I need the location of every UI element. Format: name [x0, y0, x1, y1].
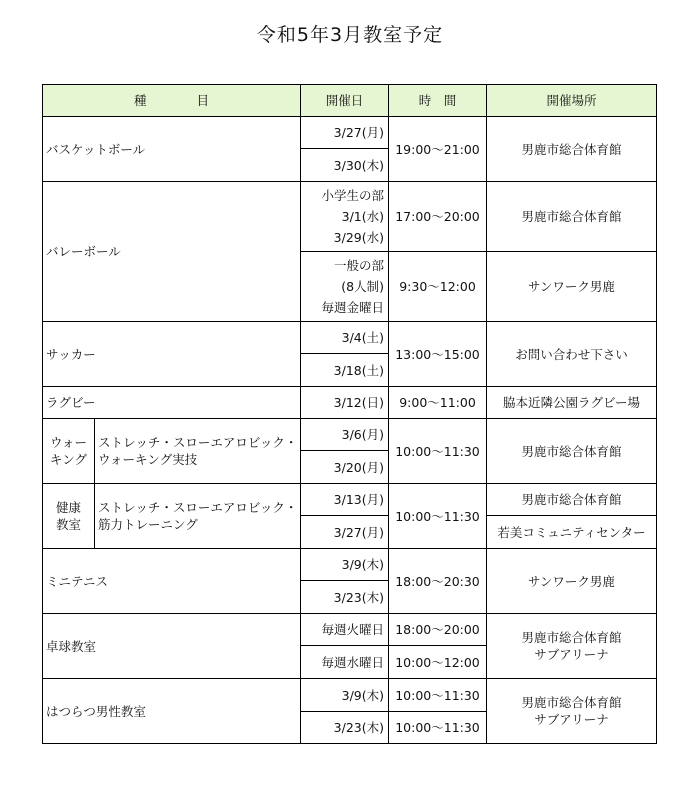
- time-cell: 19:00～21:00: [389, 117, 487, 182]
- place-cell: 男鹿市総合体育館 サブアリーナ: [487, 679, 657, 744]
- table-row: [43, 679, 657, 712]
- date-cell: 3/23(木): [301, 581, 389, 614]
- header-time: 時 間: [389, 85, 487, 117]
- place-cell: 男鹿市総合体育館: [487, 117, 657, 182]
- type-minitennis: ミニテニス: [43, 549, 301, 614]
- header-date: 開催日: [301, 85, 389, 117]
- date-line: 毎週金曜日: [321, 300, 384, 315]
- time-cell: 10:00～11:30: [389, 679, 487, 712]
- type-basketball: バスケットボール: [43, 117, 301, 182]
- header-type: 種 目: [43, 85, 301, 117]
- place-cell: サンワーク男鹿: [487, 549, 657, 614]
- date-line: 3/29(水): [333, 230, 384, 245]
- place-cell: 男鹿市総合体育館: [487, 419, 657, 484]
- schedule-table: [42, 84, 657, 744]
- page-title: 令和5年3月教室予定: [256, 24, 444, 46]
- table-row: [43, 387, 657, 419]
- place-cell: 男鹿市総合体育館 サブアリーナ: [487, 614, 657, 679]
- place-cell: 脇本近隣公園ラグビー場: [487, 387, 657, 419]
- header-row: [43, 85, 657, 117]
- date-cell: 3/20(月): [301, 451, 389, 484]
- table-row: [43, 549, 657, 581]
- group-title: 一般の部: [333, 258, 384, 273]
- table-row: [43, 322, 657, 354]
- time-cell: 10:00～11:30: [389, 712, 487, 744]
- date-cell: [301, 182, 389, 252]
- date-cell: 3/9(木): [301, 679, 389, 712]
- date-cell: 3/13(月): [301, 484, 389, 516]
- category-walking: ウォー キング: [43, 419, 95, 484]
- time-cell: 10:00～11:30: [389, 419, 487, 484]
- time-cell: 18:00～20:00: [389, 614, 487, 646]
- type-volleyball: バレーボール: [43, 182, 301, 322]
- place-cell: 若美コミュニティセンター: [487, 516, 657, 549]
- place-cell: 男鹿市総合体育館: [487, 182, 657, 252]
- time-cell: 18:00～20:30: [389, 549, 487, 614]
- table-row: [43, 614, 657, 646]
- time-cell: 13:00～15:00: [389, 322, 487, 387]
- date-cell: 3/30(木): [301, 149, 389, 182]
- date-cell: 3/18(土): [301, 354, 389, 387]
- table-row: [43, 484, 657, 516]
- time-cell: 10:00～12:00: [389, 646, 487, 679]
- table-row: [43, 117, 657, 149]
- time-cell: 9:30～12:00: [389, 252, 487, 322]
- date-cell: 毎週火曜日: [301, 614, 389, 646]
- header-place: 開催場所: [487, 85, 657, 117]
- desc-health: ストレッチ・スローエアロビック・ 筋力トレーニング: [95, 484, 301, 549]
- place-cell: サンワーク男鹿: [487, 252, 657, 322]
- date-cell: 毎週水曜日: [301, 646, 389, 679]
- date-cell: 3/23(木): [301, 712, 389, 744]
- place-cell: 男鹿市総合体育館: [487, 484, 657, 516]
- time-cell: 9:00～11:00: [389, 387, 487, 419]
- group-title: 小学生の部: [321, 188, 384, 203]
- table-row: [43, 182, 657, 252]
- desc-walking: ストレッチ・スローエアロビック・ ウォーキング実技: [95, 419, 301, 484]
- date-cell: 3/27(月): [301, 117, 389, 149]
- date-cell: 3/4(土): [301, 322, 389, 354]
- table-row: [43, 419, 657, 451]
- time-cell: 10:00～11:30: [389, 484, 487, 549]
- category-health: 健康 教室: [43, 484, 95, 549]
- date-cell: [301, 252, 389, 322]
- date-cell: 3/27(月): [301, 516, 389, 549]
- type-soccer: サッカー: [43, 322, 301, 387]
- date-cell: 3/12(日): [301, 387, 389, 419]
- date-cell: 3/6(月): [301, 419, 389, 451]
- time-cell: 17:00～20:00: [389, 182, 487, 252]
- type-hatsuratsu: はつらつ男性教室: [43, 679, 301, 744]
- type-rugby: ラグビー: [43, 387, 301, 419]
- group-sub: (8人制): [341, 279, 384, 294]
- type-tabletennis: 卓球教室: [43, 614, 301, 679]
- date-cell: 3/9(木): [301, 549, 389, 581]
- date-line: 3/1(水): [341, 209, 384, 224]
- place-cell: お問い合わせ下さい: [487, 322, 657, 387]
